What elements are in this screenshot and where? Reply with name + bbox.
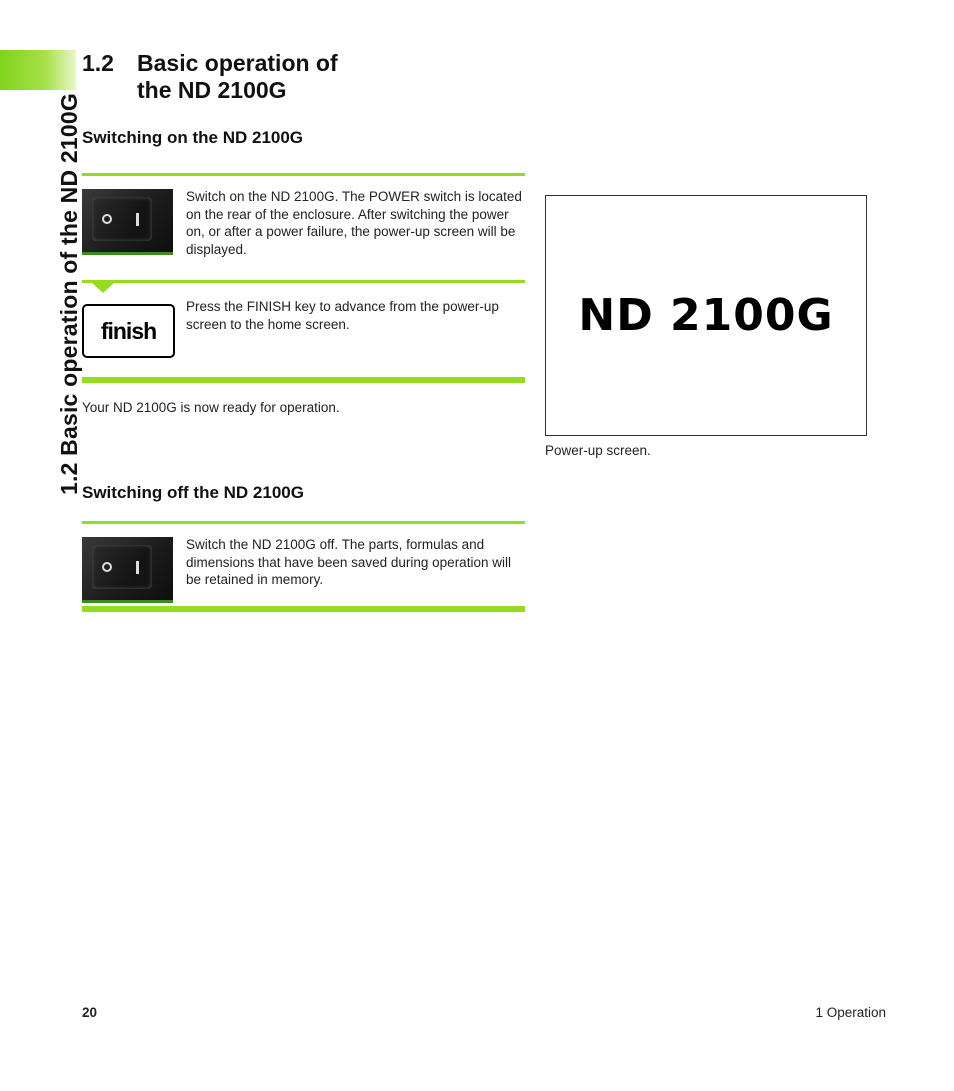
divider-rule-thick — [82, 377, 525, 383]
divider-rule — [82, 280, 525, 283]
section-number: 1.2 — [82, 50, 114, 76]
ready-text: Your ND 2100G is now ready for operation. — [82, 400, 340, 415]
switch-on-instruction: Switch on the ND 2100G. The POWER switch is located on the rear of the enclosure. After switching the power on, or after a power failure, the power-up screen will be displayed. — [186, 189, 522, 257]
section-title-line2: the ND 2100G — [137, 77, 287, 103]
arrow-down-icon — [92, 283, 114, 293]
power-up-screen-display: ND 2100G — [578, 290, 834, 341]
power-switch-icon — [82, 537, 173, 603]
power-up-screen-caption: Power-up screen. — [545, 443, 651, 458]
chapter-tab-marker — [0, 50, 76, 90]
page-number: 20 — [82, 1005, 98, 1020]
divider-rule — [82, 521, 525, 524]
finish-key-label: finish — [100, 317, 157, 344]
divider-rule — [82, 173, 525, 176]
power-switch-icon — [82, 189, 173, 255]
section-title-line1: Basic operation of — [137, 50, 338, 76]
finish-key-instruction: Press the FINISH key to advance from the power-up screen to the home screen. — [186, 299, 499, 332]
chapter-label: 1 Operation — [815, 1005, 886, 1020]
power-up-screen-image — [545, 195, 867, 436]
switching-off-heading: Switching off the ND 2100G — [82, 483, 304, 502]
divider-rule-thick — [82, 606, 525, 612]
switching-on-heading: Switching on the ND 2100G — [82, 128, 304, 147]
side-running-title: 1.2 Basic operation of the ND 2100G — [56, 93, 82, 495]
finish-key-icon — [82, 304, 175, 358]
switch-off-instruction: Switch the ND 2100G off. The parts, formulas and dimensions that have been saved during operation will be retained in memory. — [186, 537, 511, 587]
